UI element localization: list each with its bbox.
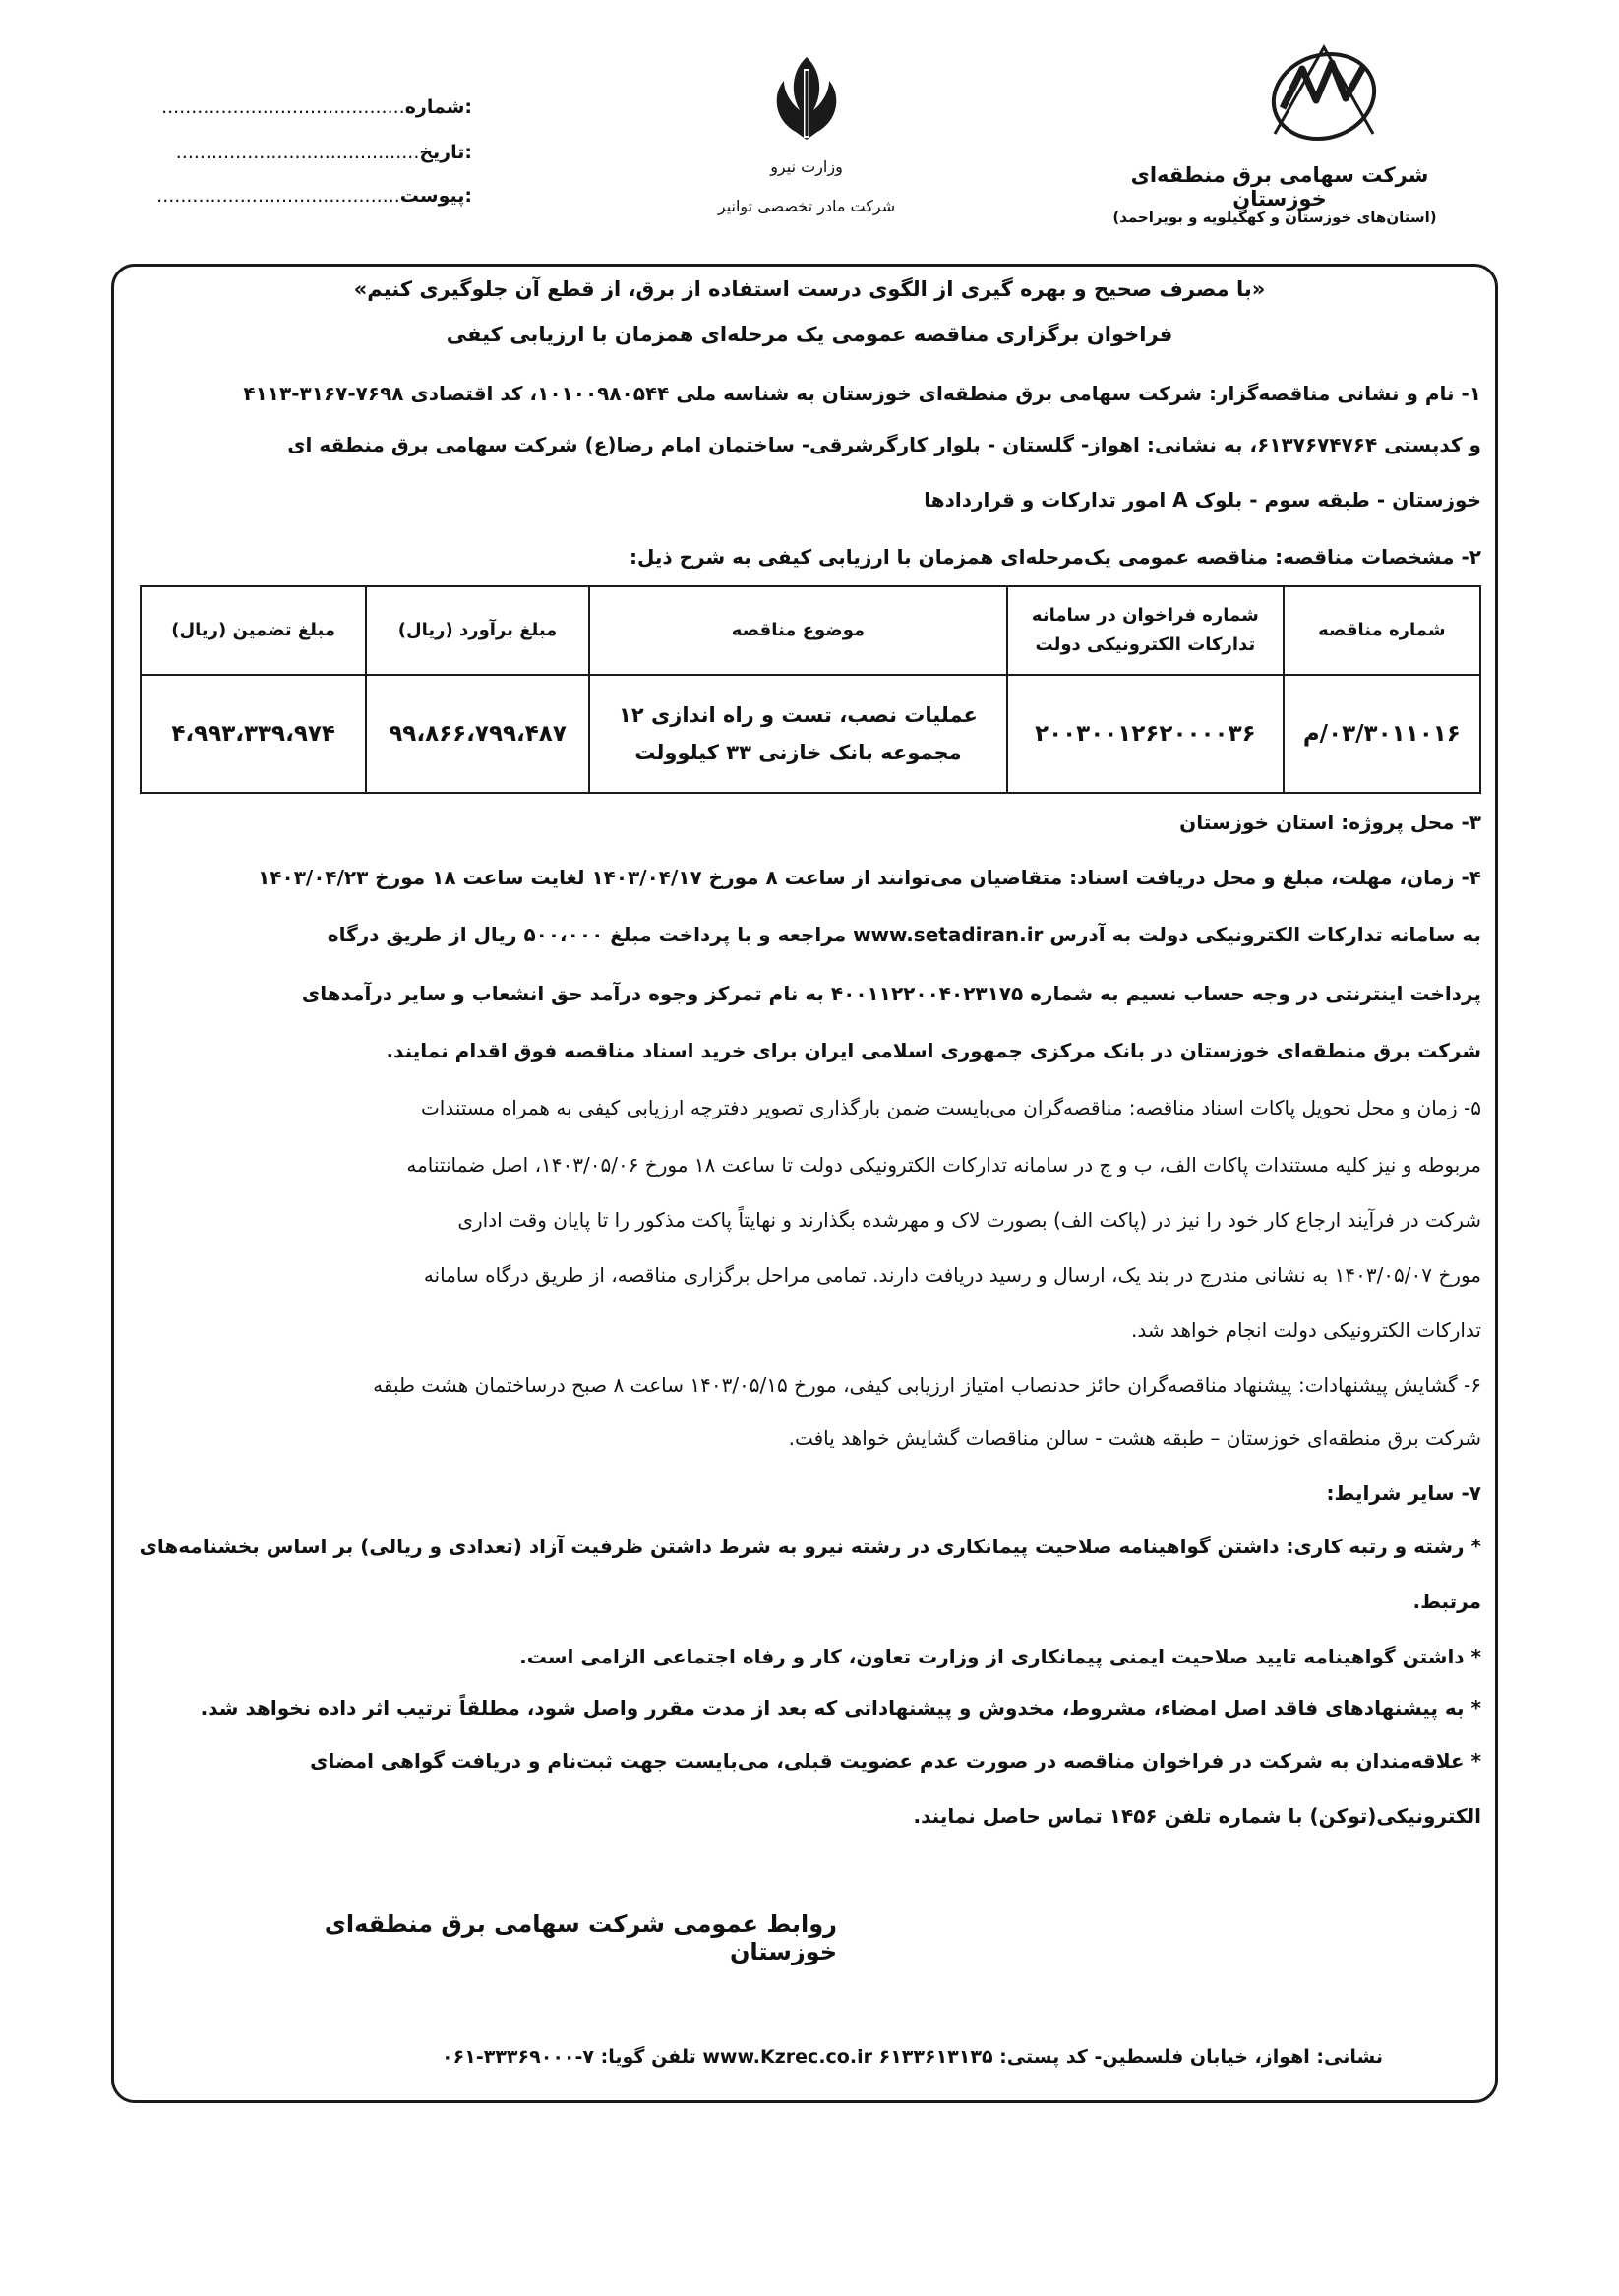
- section-1-line-3: خوزستان - طبقه سوم - بلوک A امور تدارکات و قراردادها: [924, 488, 1481, 512]
- condition-1-line-2: مرتبط.: [1412, 1590, 1481, 1613]
- section-1-line-2: و کدپستی ۶۱۳۷۶۷۴۷۶۴، به نشانی: اهواز- گلستان - بلوار کارگرشرقی- ساختمان امام رضا(ع) شرکت سهامی برق منطقه ای: [287, 433, 1481, 456]
- iran-emblem-icon: [762, 49, 851, 148]
- section-6-line-2: شرکت برق منطقه‌ای خوزستان – طبقه هشت - سالن مناقصات گشایش خواهد یافت.: [788, 1426, 1481, 1450]
- section-4-line-1: ۴- زمان، مهلت، مبلغ و محل دریافت اسناد: متقاضیان می‌توانند از ساعت ۸ مورخ ۱۴۰۳/۰۴/۱۷ لغایت ساعت ۱۸ مورخ ۱۴۰۳/۰۴/۲۳: [258, 866, 1481, 889]
- section-4-line-2: به سامانه تدارکات الکترونیکی دولت به آدرس www.setadiran.ir مراجعه و با پرداخت مبلغ ۵۰۰،۰۰۰ ریال از طریق درگاه: [327, 923, 1481, 946]
- public-relations-signature: روابط عمومی شرکت سهامی برق منطقه‌ای خوزستان: [324, 1910, 837, 1965]
- header-estimate: مبلغ برآورد (ریال): [366, 586, 589, 675]
- company-name: شرکت سهامی برق منطقه‌ای خوزستان: [1130, 163, 1429, 211]
- condition-4-line-2: الکترونیکی(توکن) با شماره تلفن ۱۴۵۶ تماس حاصل نمایند.: [913, 1804, 1481, 1828]
- letter-date-field: :تاریخ.........................................: [175, 142, 472, 163]
- header-guarantee: مبلغ تضمین (ریال): [141, 586, 366, 675]
- condition-4-line-1: * علاقه‌مندان به شرکت در فراخوان مناقصه در صورت عدم عضویت قبلی، می‌بایست جهت ثبت‌نام و دریافت گواهی امضای: [310, 1749, 1481, 1773]
- condition-2: * داشتن گواهینامه تایید صلاحیت ایمنی پیمانکاری از وزارت تعاون، کار و رفاه اجتماعی الزامی است.: [519, 1645, 1481, 1668]
- parent-company-name: شرکت مادر تخصصی توانیر: [717, 197, 896, 215]
- section-2-label: ۲- مشخصات مناقصه: مناقصه عمومی یک‌مرحله‌ای همزمان با ارزیابی کیفی به شرح ذیل:: [630, 545, 1481, 569]
- cell-guarantee: ۴،۹۹۳،۳۳۹،۹۷۴: [141, 675, 366, 793]
- section-4-line-4: شرکت برق منطقه‌ای خوزستان در بانک مرکزی جمهوری اسلامی ایران برای خرید اسناد مناقصه فوق اقدام نمایند.: [386, 1039, 1481, 1062]
- slogan: «با مصرف صحیح و بهره گیری از الگوی درست استفاده از برق، از قطع آن جلوگیری کنیم»: [353, 277, 1266, 301]
- section-7-label: ۷- سایر شرایط:: [1326, 1481, 1481, 1505]
- cell-estimate: ۹۹،۸۶۶،۷۹۹،۴۸۷: [366, 675, 589, 793]
- section-4-line-3: پرداخت اینترنتی در وجه حساب نسیم به شماره ۴۰۰۱۱۲۲۰۰۴۰۲۳۱۷۵ به نام تمرکز وجوه درآمد حق انشعاب و سایر درآمدهای: [301, 982, 1481, 1005]
- company-logo: [1255, 39, 1393, 148]
- letter-attachment-field: :پیوست.........................................: [156, 185, 472, 207]
- section-3-project-location: ۳- محل پروژه: استان خوزستان: [1179, 811, 1481, 834]
- company-subtitle: (استان‌های خوزستان و کهگیلویه و بویراحمد): [1112, 209, 1437, 226]
- section-5-line-5: تدارکات الکترونیکی دولت انجام خواهد شد.: [1131, 1318, 1481, 1342]
- notice-title: فراخوان برگزاری مناقصه عمومی یک مرحله‌ای همزمان با ارزیابی کیفی: [446, 323, 1173, 346]
- ministry-name: وزارت نیرو: [770, 157, 843, 176]
- header-subject: موضوع مناقصه: [589, 586, 1007, 675]
- section-5-line-2: مربوطه و نیز کلیه مستندات پاکات الف، ب و ج در سامانه تدارکات الکترونیکی دولت تا ساعت ۱۸ مورخ ۱۴۰۳/۰۵/۰۶، اصل ضمانتنامه: [406, 1153, 1481, 1177]
- cell-subject: عملیات نصب، تست و راه اندازی ۱۲ مجموعه بانک خازنی ۳۳ کیلوولت: [589, 675, 1007, 793]
- table-header-row: [141, 586, 1480, 675]
- letter-number-field: :شماره.........................................: [161, 96, 472, 118]
- footer-address: نشانی: اهواز، خیابان فلسطین- کد پستی: ۶۱۳۳۶۱۳۱۳۵ www.Kzrec.co.ir تلفن گویا: ۷-۳۳۳۶۹۰۰۰-۰۶۱: [442, 2046, 1383, 2068]
- section-5-line-3: شرکت در فرآیند ارجاع کار خود را نیز در (پاکت الف) بصورت لاک و مهرشده بگذارند و نهایتاً پاکت مذکور را تا پایان وقت اداری: [457, 1208, 1481, 1232]
- cell-call-number: ۲۰۰۳۰۰۱۲۶۲۰۰۰۰۳۶: [1007, 675, 1284, 793]
- header-tender-number: شماره مناقصه: [1284, 586, 1480, 675]
- header-call-number: شماره فراخوان در سامانه تدارکات الکترونیکی دولت: [1007, 586, 1284, 675]
- condition-3: * به پیشنهادهای فاقد اصل امضاء، مشروط، مخدوش و پیشنهاداتی که بعد از مدت مقرر واصل شود، مطلقاً ترتیب اثر داده نخواهد شد.: [200, 1696, 1481, 1720]
- tender-table: [140, 585, 1481, 794]
- section-5-line-4: مورخ ۱۴۰۳/۰۵/۰۷ به نشانی مندرج در بند یک، ارسال و رسید دریافت دارند. تمامی مراحل برگزاری مناقصه، از طریق درگاه سامانه: [423, 1263, 1481, 1287]
- cell-tender-number: ۰۳/۳۰۱۱۰۱۶/م: [1284, 675, 1480, 793]
- section-1-line-1: ۱- نام و نشانی مناقصه‌گزار: شرکت سهامی برق منطقه‌ای خوزستان به شناسه ملی ۱۰۱۰۰۹۸۰۵۴۴، کد اقتصادی ۷۶۹۸-۳۱۶۷-۴۱۱۳: [243, 382, 1481, 405]
- section-6-line-1: ۶- گشایش پیشنهادات: پیشنهاد مناقصه‌گران حائز حدنصاب امتیاز ارزیابی کیفی، مورخ ۱۴۰۳/۰۵/۱۵ ساعت ۸ صبح درساختمان هشت طبقه: [373, 1373, 1481, 1397]
- condition-1-line-1: * رشته و رتبه کاری: داشتن گواهینامه صلاحیت پیمانکاری در رشته نیرو به شرط داشتن ظرفیت آزاد (تعدادی و ریالی) بر اساس بخشنامه‌های: [139, 1535, 1481, 1558]
- section-5-line-1: ۵- زمان و محل تحویل پاکات اسناد مناقصه: مناقصه‌گران می‌بایست ضمن بارگذاری تصویر دفترچه ارزیابی کیفی به همراه مستندات: [420, 1096, 1481, 1119]
- table-row: [141, 675, 1480, 793]
